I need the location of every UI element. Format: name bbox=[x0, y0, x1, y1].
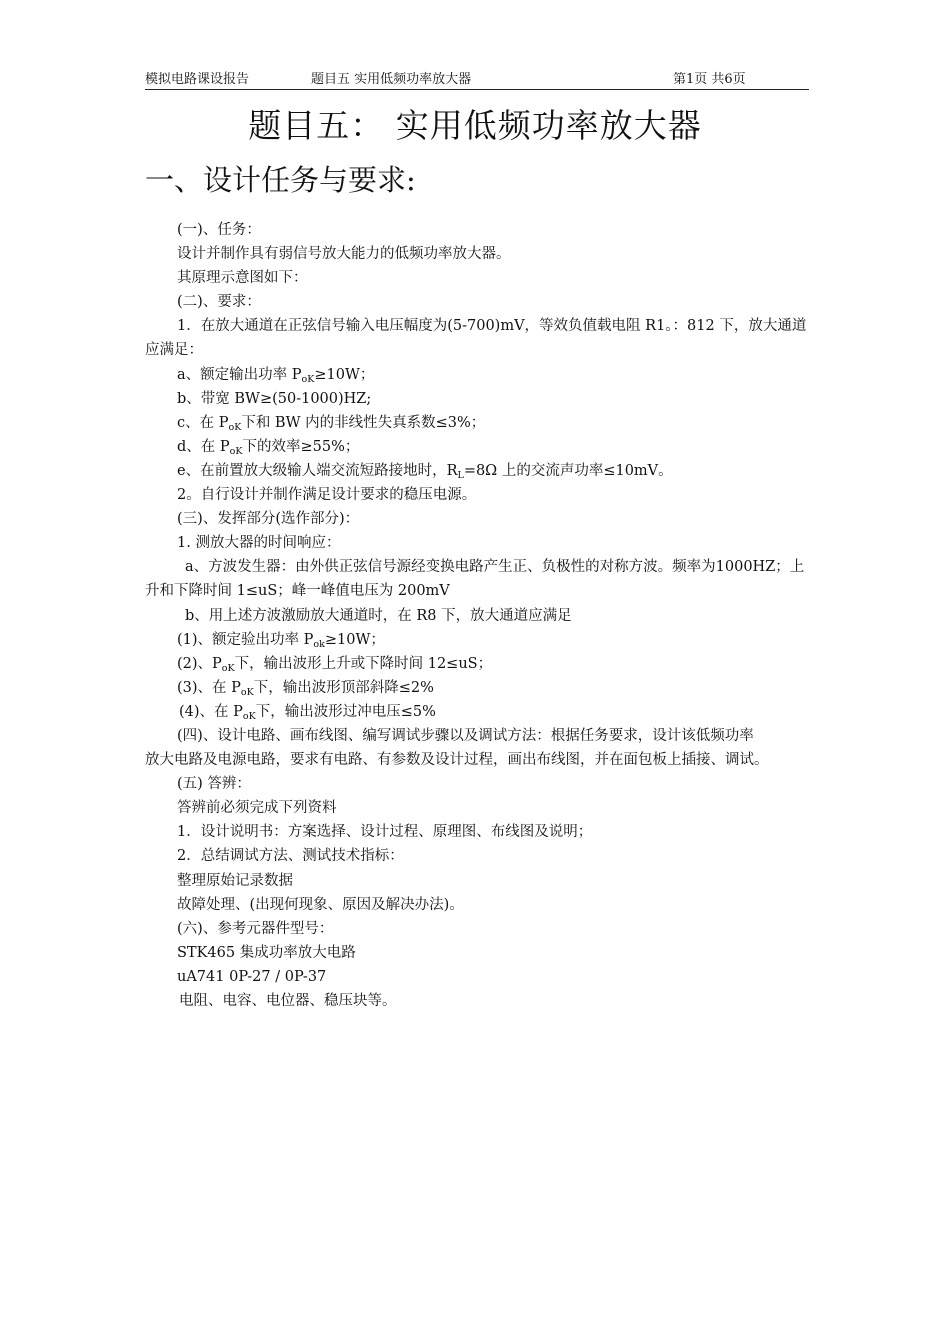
req-e: e、在前置放大级输人端交流短路接地时，$R_L=8\Omega$ 上的交流声功率≤10mV。 bbox=[177, 462, 673, 481]
para-defense-4: 故障处理、(出现何现象、原因及解决办法)。 bbox=[177, 896, 464, 913]
para-defense-2: 2．总结调试方法、测试技术指标： bbox=[177, 848, 404, 865]
document-title: 题目五： 实用低频功率放大器 bbox=[248, 106, 702, 145]
para-defense-1: 1．设计说明书：方案选择、设计过程、原理图、布线图及说明； bbox=[177, 824, 593, 841]
section-heading: 一、设计任务与要求: bbox=[145, 163, 416, 197]
para-components-heading: (六)、参考元器件型号： bbox=[177, 920, 334, 937]
opt-3: (3)、在 $P_{oK}$下，输出波形顶部斜降≤2% bbox=[177, 679, 434, 698]
req-d: d、在 $P_{oK}$下的效率≥55%； bbox=[177, 438, 360, 457]
component-others: 电阻、电容、电位器、稳压块等。 bbox=[179, 993, 397, 1009]
para-defense-intro: 答辨前必须完成下列资料 bbox=[177, 800, 337, 817]
para-defense-3: 整理原始记录数据 bbox=[177, 872, 293, 889]
para-excitation: b、用上述方波激励放大通道时，在 R8 下，放大通道应满足 bbox=[185, 607, 572, 624]
component-ua741: uA741 0P-27 / 0P-37 bbox=[177, 968, 327, 985]
document-body bbox=[145, 218, 809, 1013]
para-design-circuit: (四)、设计电路、画布线图、编写调试步骤以及调试方法：根据任务要求，设计该低频功率 bbox=[177, 727, 754, 744]
header-topic: 题目五 实用低频功率放大器 bbox=[311, 72, 472, 87]
para-design-circuit-cont: 放大电路及电源电路，要求有电路、有参数及设计过程，画出布线图，并在面包板上插接、调试。 bbox=[145, 752, 769, 769]
opt-4: (4)、在 $P_{oK}$下，输出波形过冲电压≤5% bbox=[179, 703, 436, 722]
para-requirement-2: 2。自行设计并制作满足设计要求的稳压电源。 bbox=[177, 487, 477, 504]
para-task-heading: (一)、任务： bbox=[177, 222, 261, 238]
page-header bbox=[145, 70, 809, 90]
req-c: c、在 $P_{oK}$下和 BW 内的非线性失真系数≤3%； bbox=[177, 414, 486, 433]
para-time-response: 1. 测放大器的时间响应： bbox=[177, 535, 341, 552]
req-b: b、带宽 BW≥(50-1000)HZ; bbox=[177, 390, 372, 407]
opt-1: (1)、额定验出功率 $P_{ok}\ge 10W$； bbox=[177, 631, 385, 650]
para-requirement-1: 1．在放大通道在正弦信号输入电压幅度为(5-700)mV，等效负值载电阻 R1。：812 下，放大通道应满足： bbox=[145, 318, 807, 359]
header-report-name: 模拟电路课设报告 bbox=[145, 72, 250, 87]
opt-2: (2)、$P_{oK}$下，输出波形上升或下降时间 12≤uS； bbox=[177, 655, 493, 674]
header-page-number: 第1页 共6页 bbox=[673, 72, 746, 87]
para-square-wave: a、方波发生器：由外供正弦信号源经变换电路产生正、负极性的对称方波。频率为1000HZ；上升和下降时间 1≤uS；峰一峰值电压为 200mV bbox=[145, 559, 805, 600]
para-defense-heading: (五) 答辨： bbox=[177, 776, 251, 793]
para-task-text: 设计并制作具有弱信号放大能力的低频功率放大器。 bbox=[177, 246, 511, 263]
para-diagram-note: 其原理示意图如下： bbox=[177, 270, 308, 287]
para-requirements-heading: (二)、要求： bbox=[177, 294, 261, 311]
para-optional-heading: (三)、发挥部分(选作部分)： bbox=[177, 511, 360, 528]
component-stk465: STK465 集成功率放大电路 bbox=[177, 944, 356, 961]
req-a: a、额定输出功率 $P_{oK}\ge 10W$； bbox=[177, 366, 375, 385]
